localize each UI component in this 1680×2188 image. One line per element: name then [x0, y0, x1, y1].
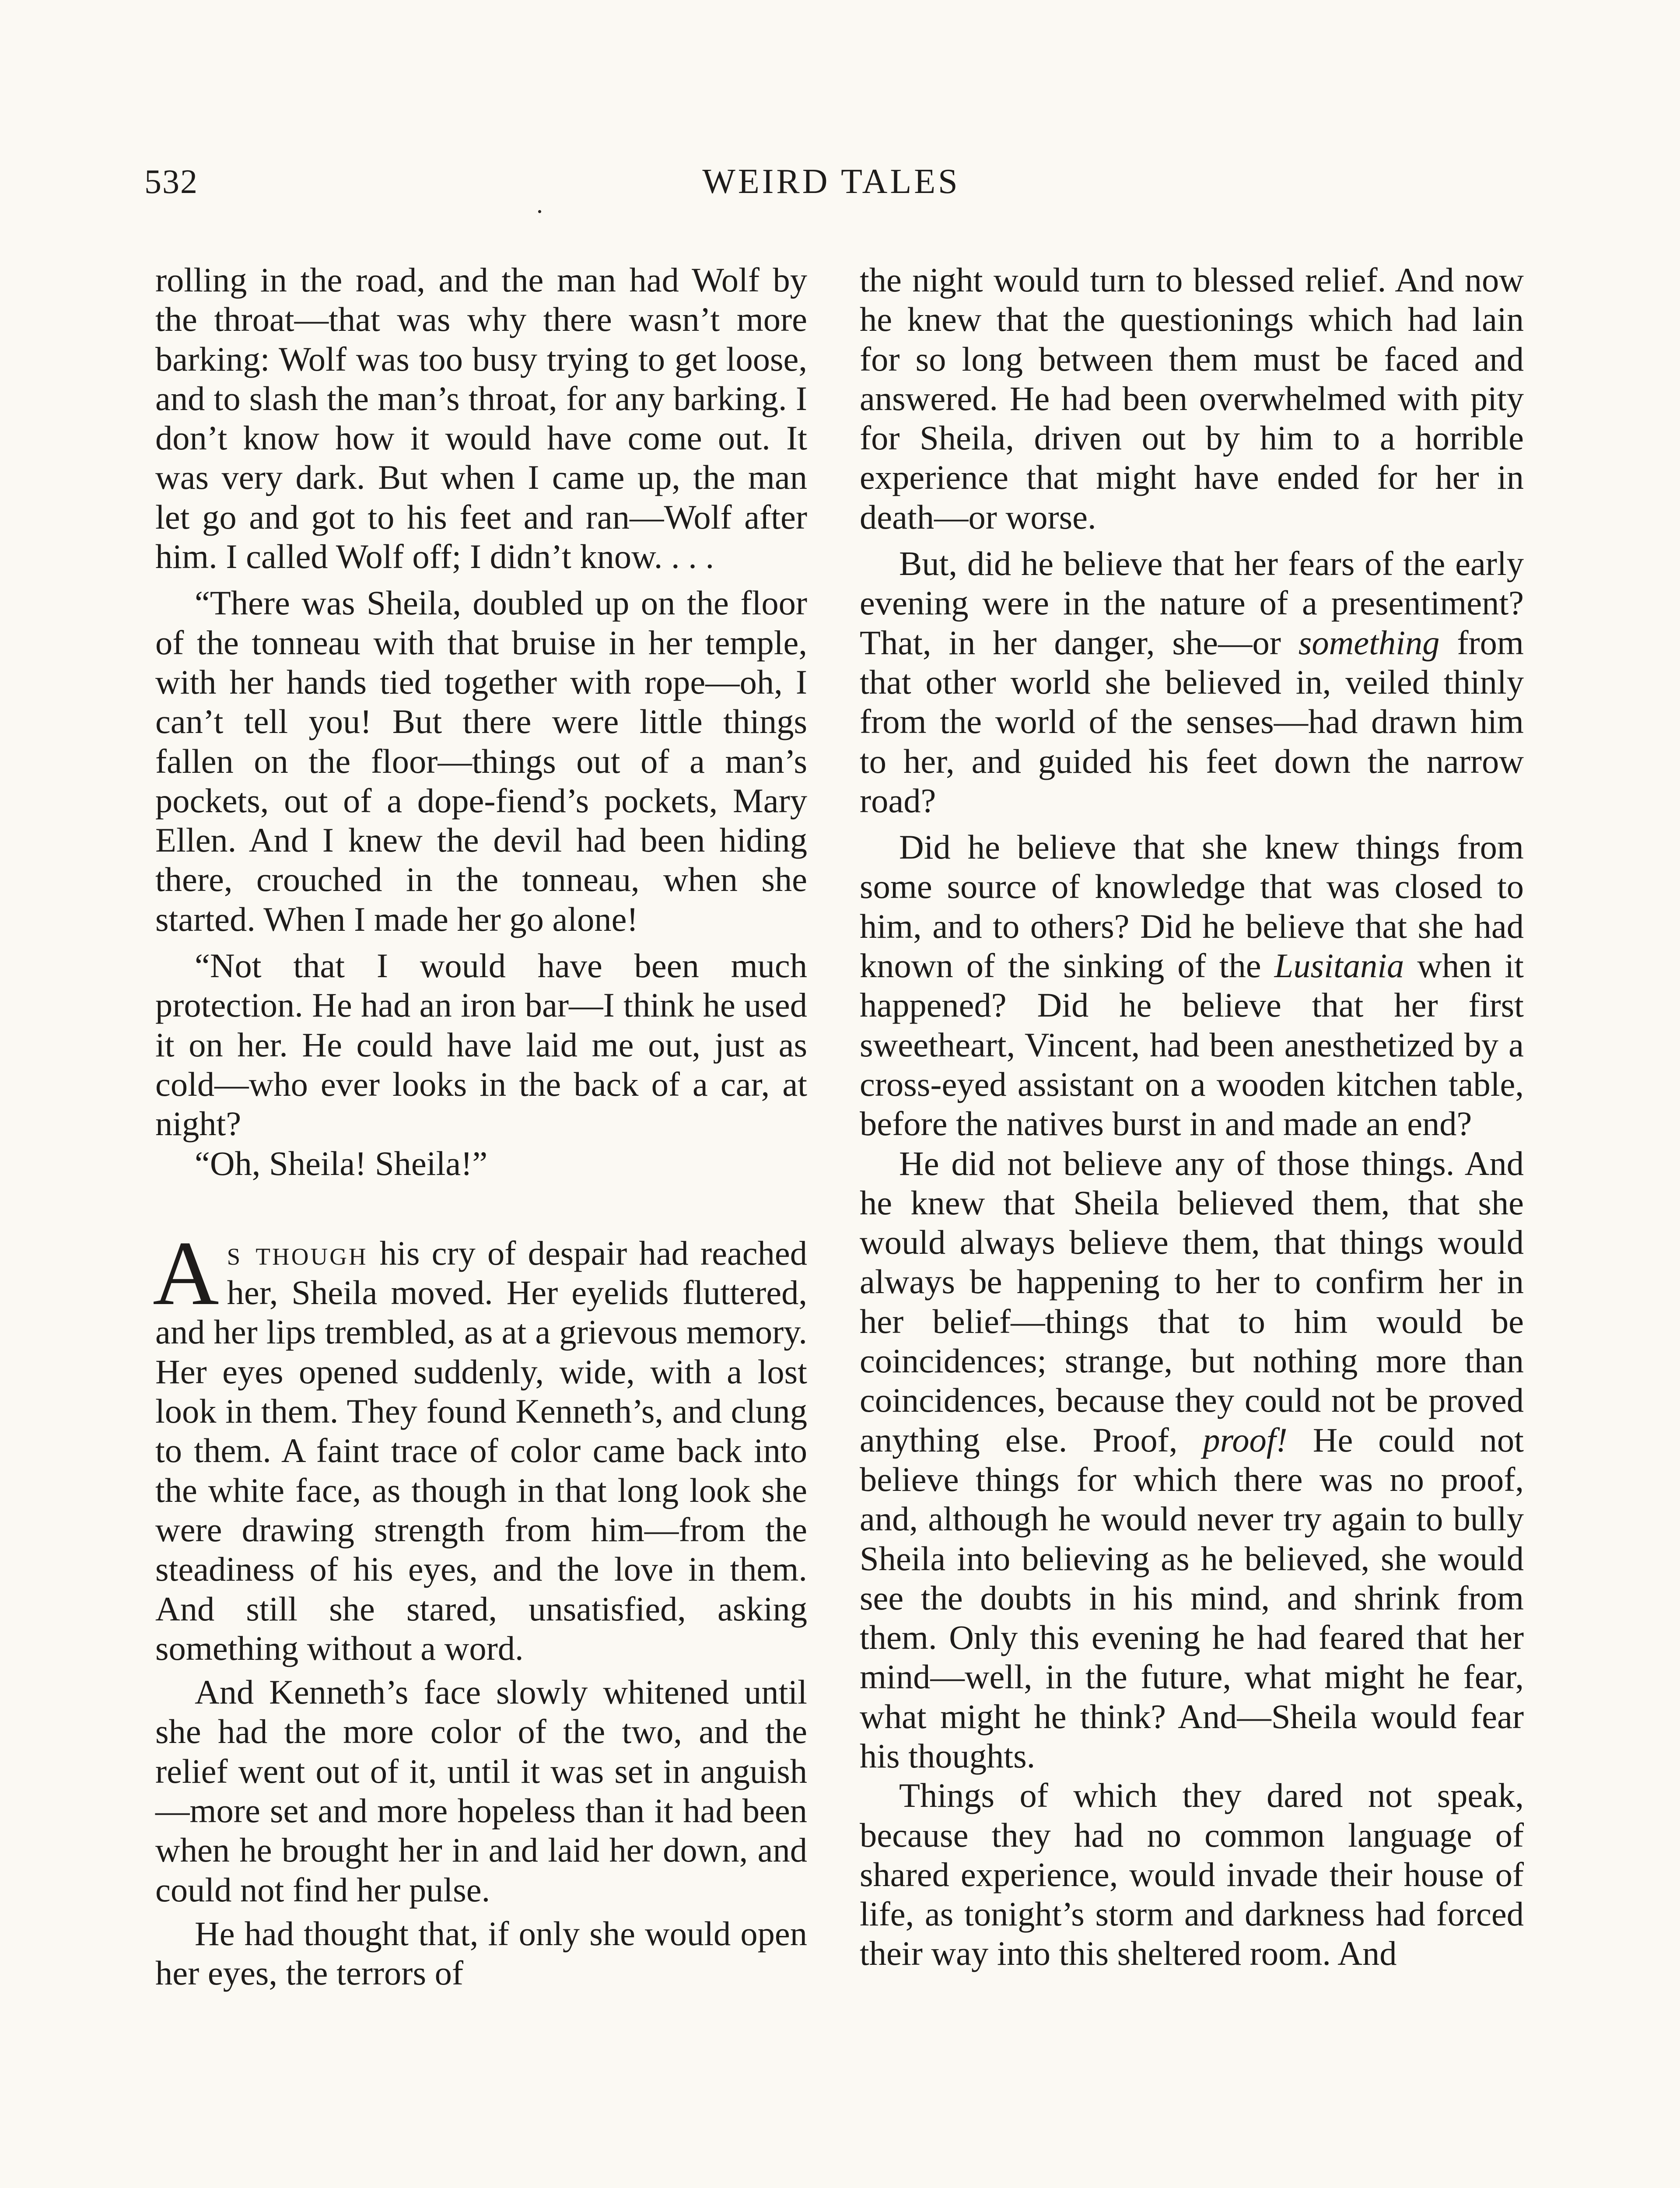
page-header: [144, 162, 1518, 214]
paragraph: “Oh, Sheila! Sheila!”: [195, 1144, 488, 1182]
paragraph-text: his cry of despair had reached her, Sheila moved. Her eyelids fluttered, and her lips trembled, as at a grievous memory. Her eyes opened suddenly, wide, with a lost look in them. They found Kenneth’s, and clung to them. A faint trace of color came back into the white face, as though in that long look she were drawing strength from him—from the steadiness of his eyes, and the love in them. And still she stared, unsatisfied, asking something without a word.: [155, 1234, 807, 1667]
italic-title: Lusitania: [1274, 947, 1404, 985]
italic-word: proof!: [1203, 1420, 1288, 1459]
paragraph: And Kenneth’s face slowly whitened until she had the more color of the two, and the relief went out of it, until it was set in anguish—more set and more hopeless than it had been when he brought her in and laid her down, and could not find her pulse.: [155, 1673, 807, 1909]
paragraph: “There was Sheila, doubled up on the floor of the tonneau with that bruise in her temple, with her hands tied together with rope—oh, I can’t tell you! But there were little things fallen on the floor—things out of a man’s pockets, out of a dope-fiend’s pockets, Mary Ellen. And I knew the devil had been hiding there, crouched in the tonneau, when she started. When I made her go alone!: [155, 584, 807, 938]
dropcap-paragraph: [153, 1222, 807, 1668]
paragraph: [860, 544, 1524, 820]
paragraph-text: He did not believe any of those things. And he knew that Sheila believed them, that she would always believe them, that things would always be happening to her to confirm her in her belief—things that to him would be coincidences; strange, but nothing more than coincidences, because they could not be proved anything else. Proof,: [860, 1144, 1524, 1459]
paragraph: He had thought that, if only she would open her eyes, the terrors of: [155, 1914, 807, 1992]
drop-cap: A: [153, 1222, 219, 1324]
print-speck: [538, 210, 541, 213]
paragraph: [860, 1144, 1524, 1776]
paragraph-text: when it happened? Did he believe that her first sweetheart, Vincent, had been anesthetized by a cross-eyed assistant on a wooden kitchen table, before the natives burst in and made an end?: [860, 947, 1524, 1143]
paragraph-text: But, did he believe that her fears of the early evening were in the nature of a presentiment? That, in her danger, she—or: [860, 544, 1524, 662]
left-column: [155, 260, 807, 1993]
page-number: 532: [144, 162, 198, 200]
italic-word: something: [1298, 623, 1440, 662]
paragraph-text: He could not believe things for which there was no proof, and, although he would never try again to bully Sheila into believing as he believed, she would see the doubts in his mind, and shrink from them. Only this evening he had feared that her mind—well, in the future, what might he fear, what might he think? And—Sheila would fear his thoughts.: [860, 1420, 1524, 1775]
paragraph: [860, 828, 1524, 1143]
paragraph: rolling in the road, and the man had Wolf by the throat—that was why there wasn’t more barking: Wolf was too busy trying to get loose, and to slash the man’s throat, for any barking. I don’t know how it would have come out. It was very dark. But when I came up, the man let go and got to his feet and ran—Wolf after him. I called Wolf off; I didn’t know. . . .: [155, 261, 807, 576]
paragraph: “Not that I would have been much protection. He had an iron bar—I think he used it on her. He could have laid me out, just as cold—who ever looks in the back of a car, at night?: [155, 947, 807, 1143]
right-column: [860, 260, 1524, 1974]
paragraph: the night would turn to blessed relief. And now he knew that the questionings which had lain for so long between them must be faced and answered. He had been overwhelmed with pity for Sheila, driven out by him to a horrible experience that might have ended for her in death—or worse.: [860, 261, 1524, 536]
running-head: WEIRD TALES: [702, 162, 960, 201]
small-caps-lead: s though: [227, 1234, 368, 1272]
paragraph-text: from that other world she believed in, veiled thinly from the world of the senses—had drawn him to her, and guided his feet down the narrow road?: [860, 623, 1524, 820]
paragraph-text: Did he believe that she knew things from some source of knowledge that was closed to him, and to others? Did he believe that she had known of the sinking of the: [860, 828, 1524, 985]
paragraph: Things of which they dared not speak, because they had no common language of shared experience, would invade their house of life, as tonight’s storm and darkness had forced their way into this sheltered room. And: [860, 1776, 1524, 1973]
